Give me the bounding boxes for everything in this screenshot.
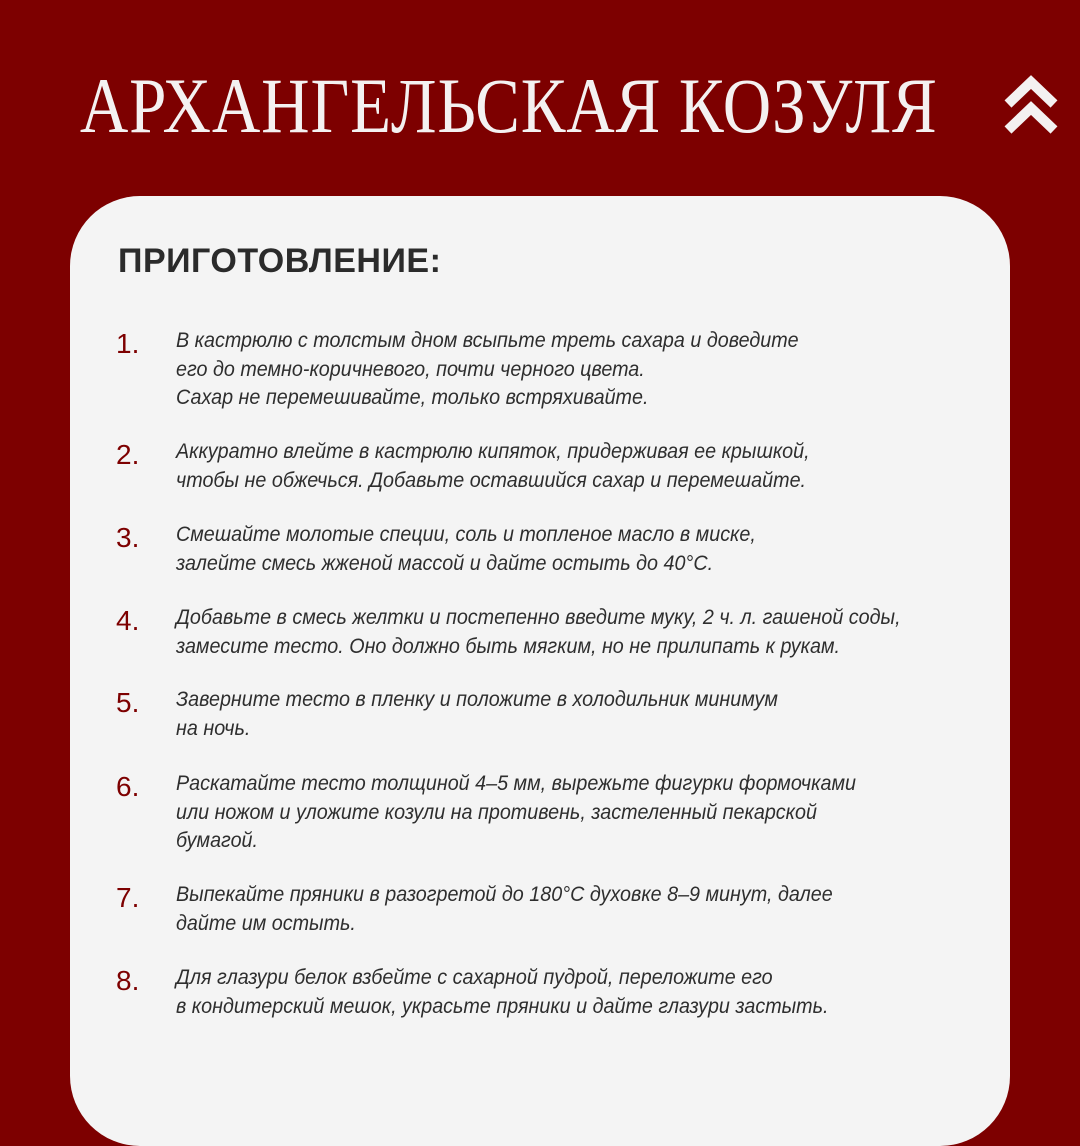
step-number: 6. (116, 771, 140, 802)
step-text: Заверните тесто в пленку и положите в холодильник минимум на ночь. (176, 688, 778, 740)
step-text: В кастрюлю с толстым дном всыпьте треть сахара и доведите его до темно-коричневого, почти черного цвета. Сахар не перемешивайте, только встряхивайте. (176, 329, 799, 409)
step-text: Выпекайте пряники в разогретой до 180°С духовке 8–9 минут, далее дайте им остыть. (176, 883, 833, 935)
step-item-8 (116, 964, 976, 1021)
page-title: АРХАНГЕЛЬСКАЯ КОЗУЛЯ (80, 62, 938, 149)
step-number: 4. (116, 605, 140, 636)
step-number: 2. (116, 439, 140, 470)
instructions-card (70, 196, 1010, 1146)
step-number: 3. (116, 522, 140, 553)
double-chevron-up-icon (1002, 74, 1060, 138)
step-number: 8. (116, 965, 140, 996)
step-item-2 (116, 438, 976, 495)
step-number: 7. (116, 882, 140, 913)
section-title: ПРИГОТОВЛЕНИЕ: (118, 242, 442, 280)
step-item-6 (116, 770, 976, 856)
step-text: Для глазури белок взбейте с сахарной пудрой, переложите его в кондитерский мешок, украсьте пряники и дайте глазури застыть. (176, 966, 829, 1018)
step-text: Смешайте молотые специи, соль и топленое масло в миске, залейте смесь жженой массой и дайте остыть до 40°С. (176, 523, 756, 575)
step-item-3 (116, 521, 976, 578)
step-text: Раскатайте тесто толщиной 4–5 мм, вырежьте фигурки формочками или ножом и уложите козули на противень, застеленный пекарской бумагой. (176, 772, 856, 852)
step-item-4 (116, 604, 976, 661)
step-item-5 (116, 686, 976, 743)
step-item-7 (116, 881, 976, 938)
step-item-1 (116, 327, 976, 413)
header (0, 56, 1080, 156)
steps-list (70, 196, 1010, 1096)
step-text: Аккуратно влейте в кастрюлю кипяток, придерживая ее крышкой, чтобы не обжечься. Добавьте оставшийся сахар и перемешайте. (176, 440, 810, 492)
step-number: 5. (116, 687, 140, 718)
step-number: 1. (116, 328, 140, 359)
step-text: Добавьте в смесь желтки и постепенно введите муку, 2 ч. л. гашеной соды, замесите тесто. Оно должно быть мягким, но не прилипать к рукам. (176, 606, 901, 658)
